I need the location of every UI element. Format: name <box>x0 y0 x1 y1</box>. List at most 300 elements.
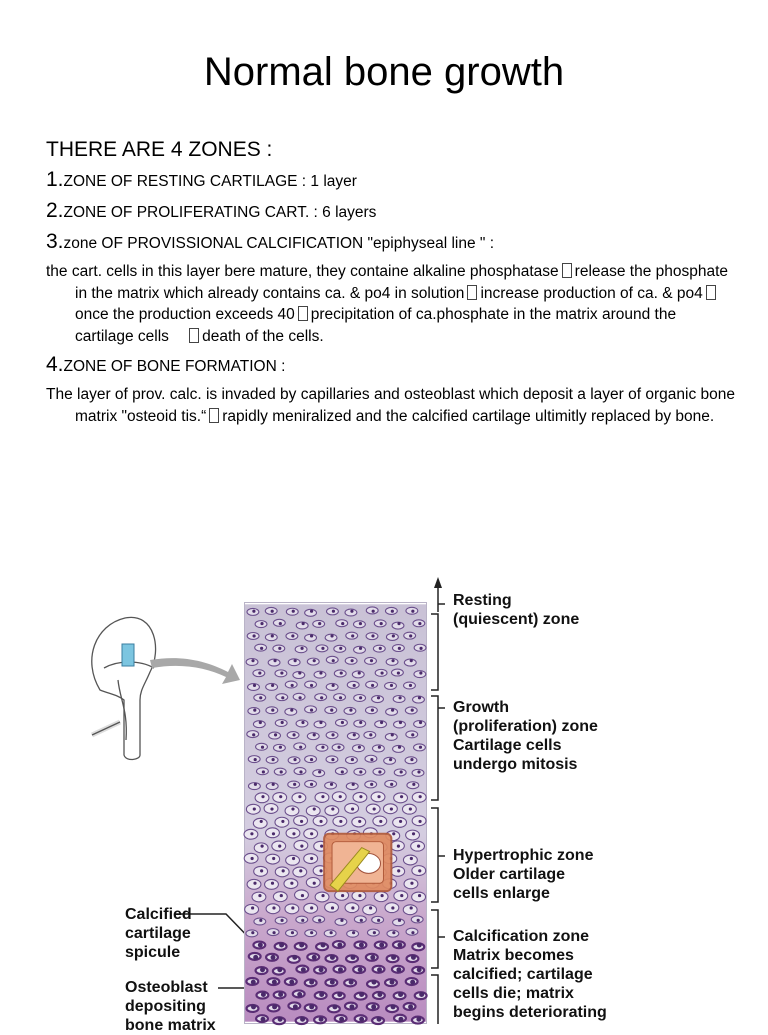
cell-mark <box>254 843 268 853</box>
nucleus-mark <box>331 758 334 761</box>
nucleus-mark <box>358 746 361 749</box>
nucleus-mark <box>358 820 361 823</box>
nucleus-mark <box>298 671 301 674</box>
desc-part: rapidly meniralized and the calcified cartilage ultimitly replaced by bone. <box>222 407 715 425</box>
nucleus-mark <box>391 610 394 613</box>
nucleus-mark <box>332 1004 337 1009</box>
label-growth <box>453 698 598 774</box>
zone-text: ZONE OF RESTING CARTILAGE : 1 layer <box>63 173 357 190</box>
nucleus-mark <box>300 1017 305 1022</box>
nucleus-mark <box>280 770 283 773</box>
nucleus-mark <box>337 746 340 749</box>
nucleus-mark <box>261 746 264 749</box>
nucleus-mark <box>349 1004 354 1009</box>
nucleus-mark <box>300 820 303 823</box>
nucleus-mark <box>319 820 322 823</box>
nucleus-mark <box>321 795 324 798</box>
nucleus-mark <box>400 770 403 773</box>
nucleus-mark <box>258 894 261 897</box>
nucleus-mark <box>372 610 375 613</box>
nucleus-mark <box>411 955 416 960</box>
arrow-glyph-icon <box>298 306 308 321</box>
nucleus-mark <box>279 746 282 749</box>
intro-heading: THERE ARE 4 ZONES : <box>46 138 273 161</box>
nucleus-mark <box>399 696 402 699</box>
label-line: (proliferation) zone <box>453 718 598 735</box>
nucleus-mark <box>330 634 333 637</box>
nucleus-mark <box>341 770 344 773</box>
nucleus-mark <box>377 967 382 972</box>
nucleus-mark <box>379 820 382 823</box>
label-line: bone matrix <box>125 1017 216 1034</box>
zone-3 <box>46 230 736 256</box>
label-line: cells enlarge <box>453 885 550 902</box>
nucleus-mark <box>419 647 422 650</box>
nucleus-mark <box>309 1004 314 1009</box>
histology-micrograph <box>244 602 427 1024</box>
zone-number: 1. <box>46 168 64 191</box>
nucleus-mark <box>359 1017 364 1022</box>
nucleus-mark <box>417 770 420 773</box>
nucleus-mark <box>254 783 257 786</box>
nucleus-mark <box>391 906 394 909</box>
nucleus-mark <box>359 943 364 948</box>
nucleus-mark <box>351 807 354 810</box>
arrow-glyph-icon <box>562 263 572 278</box>
nucleus-mark <box>299 746 302 749</box>
nucleus-mark <box>271 610 274 613</box>
nucleus-mark <box>349 980 354 985</box>
nucleus-mark <box>313 733 316 736</box>
nucleus-mark <box>254 758 257 761</box>
nucleus-mark <box>360 919 363 922</box>
nucleus-mark <box>272 980 277 985</box>
nucleus-mark <box>359 992 364 997</box>
nucleus-mark <box>273 659 276 662</box>
nucleus-mark <box>320 845 323 848</box>
label-line: cartilage <box>125 925 191 942</box>
nucleus-mark <box>300 647 303 650</box>
nucleus-mark <box>270 807 273 810</box>
nucleus-mark <box>371 709 374 712</box>
nucleus-mark <box>274 733 277 736</box>
nucleus-mark <box>397 869 400 872</box>
nucleus-mark <box>310 684 313 687</box>
nucleus-mark <box>251 659 254 662</box>
nucleus-mark <box>377 795 380 798</box>
nucleus-mark <box>330 980 335 985</box>
nucleus-mark <box>397 671 400 674</box>
nucleus-mark <box>410 659 413 662</box>
nucleus-mark <box>294 659 297 662</box>
nucleus-mark <box>290 882 293 885</box>
nucleus-mark <box>416 1017 421 1022</box>
highlight-box-icon <box>122 644 134 666</box>
zone-number: 3. <box>46 230 64 253</box>
desc-part: the cart. cells in this layer bere mature, they containe alkaline phosphatase <box>46 263 559 280</box>
nucleus-mark <box>271 882 274 885</box>
nucleus-mark <box>272 1004 277 1009</box>
nucleus-mark <box>410 857 413 860</box>
nucleus-mark <box>301 894 304 897</box>
nucleus-mark <box>337 943 342 948</box>
nucleus-mark <box>301 919 304 922</box>
nucleus-mark <box>397 943 402 948</box>
nucleus-mark <box>359 696 362 699</box>
nucleus-mark <box>400 894 403 897</box>
label-line: Hypertrophic zone <box>453 847 594 864</box>
nucleus-mark <box>330 931 333 934</box>
nucleus-mark <box>292 832 295 835</box>
nucleus-mark <box>260 622 263 625</box>
nucleus-mark <box>397 845 400 848</box>
label-line: Osteoblast <box>125 979 208 996</box>
nucleus-mark <box>331 733 334 736</box>
nucleus-mark <box>301 967 306 972</box>
nucleus-mark <box>411 610 414 613</box>
nucleus-mark <box>353 684 356 687</box>
cell-mark <box>252 892 266 902</box>
nucleus-mark <box>289 980 294 985</box>
nucleus-mark <box>318 770 321 773</box>
nucleus-mark <box>310 709 313 712</box>
nucleus-mark <box>410 906 413 909</box>
nucleus-mark <box>372 980 377 985</box>
nucleus-mark <box>260 647 263 650</box>
nucleus-mark <box>377 696 380 699</box>
nucleus-mark <box>373 807 376 810</box>
nucleus-mark <box>319 721 322 724</box>
desc-part: increase production of ca. & po4 <box>480 284 703 302</box>
nucleus-mark <box>280 671 283 674</box>
cell-mark <box>403 905 417 915</box>
label-line: Calcification zone <box>453 928 590 945</box>
nucleus-mark <box>399 721 402 724</box>
zone-4 <box>46 353 736 379</box>
nucleus-mark <box>359 795 362 798</box>
cell-mark <box>406 830 420 840</box>
nucleus-mark <box>261 795 264 798</box>
nucleus-mark <box>381 671 384 674</box>
nucleus-mark <box>278 992 283 997</box>
nucleus-mark <box>280 894 283 897</box>
nucleus-mark <box>309 980 314 985</box>
nucleus-mark <box>378 746 381 749</box>
nucleus-mark <box>392 832 395 835</box>
nucleus-mark <box>410 758 413 761</box>
nucleus-mark <box>381 894 384 897</box>
label-line: (quiescent) zone <box>453 611 580 628</box>
nucleus-mark <box>341 894 344 897</box>
nucleus-mark <box>371 634 374 637</box>
nucleus-mark <box>359 622 362 625</box>
label-line: Cartilage cells <box>453 737 562 754</box>
cell-mark <box>306 806 320 816</box>
nucleus-mark <box>411 733 414 736</box>
nucleus-mark <box>371 684 374 687</box>
nucleus-mark <box>358 894 361 897</box>
nucleus-mark <box>321 746 324 749</box>
cell-mark <box>325 806 339 816</box>
nucleus-mark <box>398 647 401 650</box>
nucleus-mark <box>340 671 343 674</box>
nucleus-mark <box>418 622 421 625</box>
nucleus-mark <box>419 671 422 674</box>
nucleus-mark <box>410 882 413 885</box>
nucleus-mark <box>261 992 266 997</box>
nucleus-mark <box>310 758 313 761</box>
nucleus-mark <box>299 869 302 872</box>
nucleus-mark <box>377 1017 382 1022</box>
nucleus-mark <box>259 721 262 724</box>
label-line: calcified; cartilage <box>453 966 593 983</box>
nucleus-mark <box>271 684 274 687</box>
nucleus-mark <box>390 783 393 786</box>
nucleus-mark <box>290 709 293 712</box>
zone-number: 4. <box>46 353 64 376</box>
nucleus-mark <box>301 721 304 724</box>
nucleus-mark <box>310 857 313 860</box>
desc-part: once the production exceeds 40 <box>75 306 295 323</box>
nucleus-mark <box>259 919 262 922</box>
nucleus-mark <box>260 820 263 823</box>
nucleus-mark <box>338 967 343 972</box>
nucleus-mark <box>253 684 256 687</box>
nucleus-mark <box>253 709 256 712</box>
nucleus-mark <box>299 943 304 948</box>
arrow-glyph-icon <box>467 285 477 300</box>
nucleus-mark <box>412 832 415 835</box>
nucleus-mark <box>291 931 294 934</box>
nucleus-mark <box>260 967 265 972</box>
highlight-cell-icon <box>324 834 391 891</box>
nucleus-mark <box>411 709 414 712</box>
nucleus-mark <box>359 647 362 650</box>
nucleus-mark <box>279 622 282 625</box>
cell-mark <box>403 855 417 865</box>
nucleus-mark <box>319 1017 324 1022</box>
zone-text: zone OF PROVISSIONAL CALCIFICATION "epiphyseal line " : <box>63 235 495 252</box>
nucleus-mark <box>313 882 316 885</box>
nucleus-mark <box>391 709 394 712</box>
nucleus-mark <box>370 758 373 761</box>
nucleus-mark <box>340 919 343 922</box>
nucleus-mark <box>313 659 316 662</box>
nucleus-mark <box>252 733 255 736</box>
nucleus-mark <box>251 931 254 934</box>
nucleus-mark <box>419 746 422 749</box>
nucleus-mark <box>258 671 261 674</box>
nucleus-mark <box>418 869 421 872</box>
label-resting <box>453 591 579 629</box>
nucleus-mark <box>370 659 373 662</box>
desc-part: The layer of prov. calc. is invaded by capillaries and osteoblast which deposit a layer of organic bone matrix "osteoid tis.“ <box>46 386 735 425</box>
nucleus-mark <box>319 967 324 972</box>
nucleus-mark <box>292 955 297 960</box>
nucleus-mark <box>379 943 384 948</box>
nucleus-mark <box>321 943 326 948</box>
nucleus-mark <box>319 671 322 674</box>
nucleus-mark <box>352 931 355 934</box>
nucleus-mark <box>398 746 401 749</box>
nucleus-mark <box>391 733 394 736</box>
nucleus-mark <box>319 869 322 872</box>
nucleus-mark <box>417 845 420 848</box>
nucleus-mark <box>253 955 258 960</box>
nucleus-mark <box>399 820 402 823</box>
nucleus-mark <box>271 634 274 637</box>
zone-text: ZONE OF PROLIFERATING CART. : 6 layers <box>63 204 377 221</box>
label-line: depositing <box>125 998 206 1015</box>
nucleus-mark <box>339 696 342 699</box>
arrow-glyph-icon <box>209 408 219 423</box>
nucleus-mark <box>251 906 254 909</box>
nucleus-mark <box>321 647 324 650</box>
zone-3-description <box>46 261 736 347</box>
nucleus-mark <box>319 992 324 997</box>
nucleus-mark <box>341 622 344 625</box>
nucleus-mark <box>281 919 284 922</box>
nucleus-mark <box>351 634 354 637</box>
nucleus-mark <box>293 1004 298 1009</box>
cell-mark <box>285 806 299 816</box>
nucleus-mark <box>417 943 422 948</box>
label-hypertrophic <box>453 846 593 903</box>
nucleus-mark <box>299 770 302 773</box>
cell-mark <box>315 892 329 902</box>
nucleus-mark <box>292 857 295 860</box>
label-line: undergo mitosis <box>453 756 578 773</box>
label-line: begins deteriorating <box>453 1004 607 1021</box>
nucleus-mark <box>291 906 294 909</box>
nucleus-mark <box>278 1017 283 1022</box>
nucleus-mark <box>261 845 264 848</box>
nucleus-mark <box>359 721 362 724</box>
cell-mark <box>363 905 377 915</box>
nucleus-mark <box>339 1017 344 1022</box>
nucleus-mark <box>358 671 361 674</box>
nucleus-mark <box>310 783 313 786</box>
nucleus-mark <box>389 758 392 761</box>
nucleus-mark <box>390 684 393 687</box>
nucleus-mark <box>278 647 281 650</box>
nucleus-mark <box>397 622 400 625</box>
zone-4-description <box>46 384 736 427</box>
nucleus-mark <box>281 721 284 724</box>
nucleus-mark <box>310 610 313 613</box>
nucleus-mark <box>391 955 396 960</box>
nucleus-mark <box>330 709 333 712</box>
label-calcification <box>453 927 607 1022</box>
nucleus-mark <box>300 845 303 848</box>
nucleus-mark <box>353 733 356 736</box>
nucleus-mark <box>400 795 403 798</box>
nucleus-mark <box>278 845 281 848</box>
nucleus-mark <box>260 869 263 872</box>
nucleus-mark <box>391 1004 396 1009</box>
nucleus-mark <box>369 906 372 909</box>
nucleus-mark <box>310 634 313 637</box>
nucleus-mark <box>417 919 420 922</box>
nucleus-mark <box>419 992 424 997</box>
nucleus-mark <box>417 967 422 972</box>
nucleus-mark <box>396 967 401 972</box>
zone-1 <box>46 168 736 194</box>
nucleus-mark <box>369 733 372 736</box>
nucleus-mark <box>297 992 302 997</box>
desc-part: death of the cells. <box>202 327 324 345</box>
label-line: Calcified <box>125 906 192 923</box>
nucleus-mark <box>379 647 382 650</box>
nucleus-mark <box>292 610 295 613</box>
nucleus-mark <box>318 622 321 625</box>
nucleus-mark <box>252 610 255 613</box>
nucleus-mark <box>250 832 253 835</box>
nucleus-mark <box>253 634 256 637</box>
nucleus-mark <box>370 955 375 960</box>
nucleus-mark <box>409 684 412 687</box>
nucleus-mark <box>330 955 335 960</box>
nucleus-mark <box>331 807 334 810</box>
nucleus-mark <box>321 894 324 897</box>
nucleus-mark <box>291 634 294 637</box>
nucleus-mark <box>261 1017 266 1022</box>
nucleus-mark <box>331 906 334 909</box>
nucleus-mark <box>272 832 275 835</box>
label-line: Older cartilage <box>453 866 566 883</box>
cell-mark <box>253 818 267 828</box>
nucleus-mark <box>279 943 284 948</box>
nucleus-mark <box>380 721 383 724</box>
nucleus-mark <box>351 906 354 909</box>
label-line: Growth <box>453 699 509 716</box>
nucleus-mark <box>272 906 275 909</box>
nucleus-mark <box>337 992 342 997</box>
text-body <box>46 138 736 433</box>
page-title: Normal bone growth <box>203 50 565 94</box>
nucleus-mark <box>419 721 422 724</box>
nucleus-mark <box>332 684 335 687</box>
nucleus-mark <box>392 931 395 934</box>
nucleus-mark <box>330 783 333 786</box>
nucleus-mark <box>299 696 302 699</box>
nucleus-mark <box>271 955 276 960</box>
desc-part: release the phosphate in the matrix which already contains ca. & po4 in solution <box>75 263 729 302</box>
nucleus-mark <box>351 659 354 662</box>
nucleus-mark <box>399 1017 404 1022</box>
nucleus-mark <box>350 610 353 613</box>
label-line: spicule <box>125 944 181 961</box>
nucleus-mark <box>253 807 256 810</box>
nucleus-mark <box>409 634 412 637</box>
nucleus-mark <box>351 758 354 761</box>
nucleus-mark <box>310 906 313 909</box>
nucleus-mark <box>313 807 316 810</box>
zone-number: 2. <box>46 199 64 222</box>
nucleus-mark <box>392 634 395 637</box>
nucleus-mark <box>419 795 422 798</box>
nucleus-mark <box>293 758 296 761</box>
nucleus-mark <box>298 795 301 798</box>
nucleus-mark <box>352 783 355 786</box>
nucleus-mark <box>390 980 395 985</box>
cell-mark <box>412 892 426 902</box>
nucleus-mark <box>253 882 256 885</box>
up-arrow-icon <box>434 577 442 588</box>
zone-text: ZONE OF BONE FORMATION : <box>63 358 286 375</box>
nucleus-mark <box>258 943 263 948</box>
nucleus-mark <box>279 795 282 798</box>
